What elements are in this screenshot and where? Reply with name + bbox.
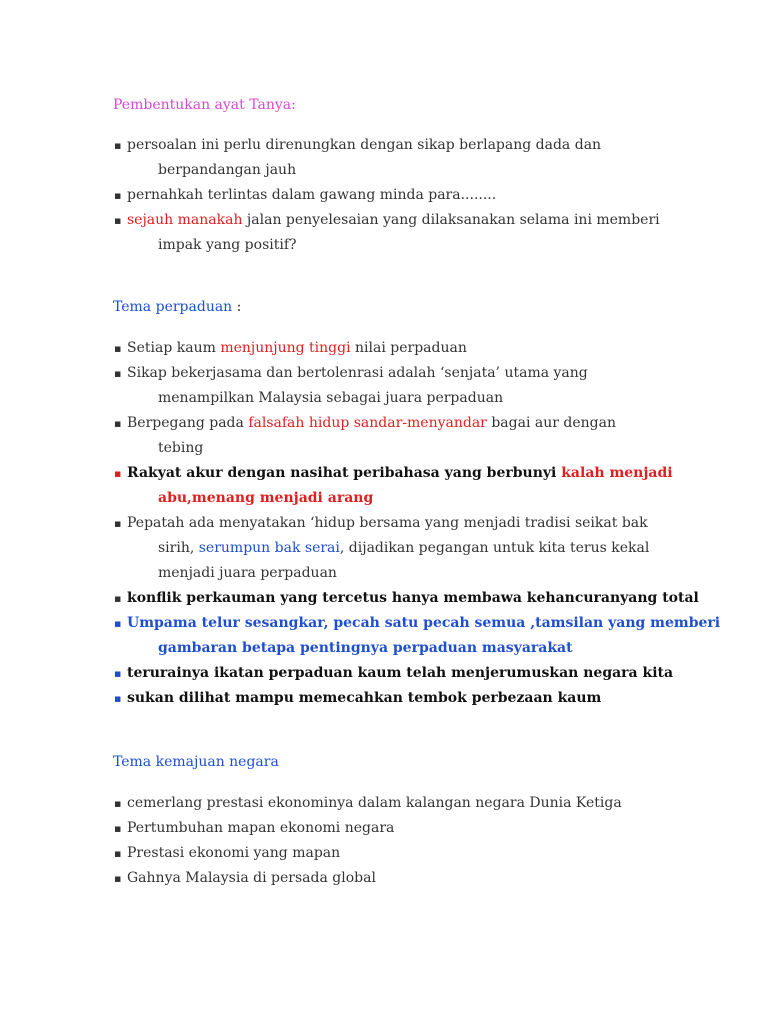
- item-text: pernahkah terlintas dalam gawang minda para........: [127, 187, 497, 203]
- item-text: Gahnya Malaysia di persada global: [127, 870, 376, 886]
- bullet-icon: ▪: [114, 214, 122, 227]
- section-heading-ayat-tanya: Pembentukan ayat Tanya:: [113, 97, 296, 113]
- list-tema-kemajuan-negara: [0, 791, 667, 891]
- item-text-continued: menampilkan Malaysia sebagai juara perpaduan: [158, 390, 504, 406]
- list-item: [0, 336, 667, 361]
- heading-colon: :: [232, 299, 242, 315]
- item-text: sukan dilihat mampu memecahkan tembok perbezaan kaum: [127, 690, 602, 706]
- item-text: [127, 411, 667, 436]
- bullet-icon: ▪: [114, 342, 122, 355]
- item-text: Pertumbuhan mapan ekonomi negara: [127, 820, 395, 836]
- item-text-continued: [127, 536, 667, 561]
- bullet-icon: ▪: [114, 417, 122, 430]
- list-item: [0, 791, 667, 816]
- item-text-pre: Berpegang pada: [127, 415, 249, 431]
- list-item: [0, 361, 667, 411]
- item-text-continued: tebing: [158, 440, 204, 456]
- item-text-post: bagai aur dengan: [486, 415, 616, 431]
- bullet-icon: ▪: [114, 367, 122, 380]
- list-item: [0, 841, 667, 866]
- item-text-continued: berpandangan jauh: [158, 162, 297, 178]
- item-text: persoalan ini perlu direnungkan dengan sikap berlapang dada dan: [127, 137, 602, 153]
- item-text: terurainya ikatan perpaduan kaum telah menjerumuskan negara kita: [127, 665, 674, 681]
- list-item: [0, 866, 667, 891]
- highlight-text: serumpun bak serai: [198, 540, 340, 556]
- item-text: Prestasi ekonomi yang mapan: [127, 845, 341, 861]
- heading-text: Tema perpaduan: [113, 299, 233, 315]
- item-text-post: nilai perpaduan: [350, 340, 467, 356]
- bullet-icon: ▪: [114, 517, 122, 530]
- list-item: [0, 686, 667, 711]
- item-text: Umpama telur sesangkar, pecah satu pecah semua ,tamsilan yang memberi: [127, 615, 721, 631]
- list-item: [0, 511, 667, 586]
- highlight-text: sejauh manakah: [127, 212, 243, 228]
- list-item: [0, 661, 674, 686]
- item-text: [127, 461, 673, 486]
- item-text: [127, 208, 667, 233]
- list-item: [0, 461, 673, 511]
- bullet-icon: ▪: [114, 797, 122, 810]
- item-text-pre: Rakyat akur dengan nasihat peribahasa yang berbunyi: [127, 465, 562, 481]
- bullet-icon: ▪: [114, 592, 122, 605]
- list-item: [0, 611, 721, 661]
- item-text: Pepatah ada menyatakan ‘hidup bersama yang menjadi tradisi seikat bak: [127, 515, 648, 531]
- highlight-text: kalah menjadi: [561, 465, 673, 481]
- item-text: konflik perkauman yang tercetus hanya membawa kehancuranyang total: [127, 590, 699, 606]
- item-text-continued: impak yang positif?: [158, 237, 297, 253]
- list-item: [0, 183, 667, 208]
- item-text-pre: Setiap kaum: [127, 340, 221, 356]
- bullet-icon: ▪: [114, 139, 122, 152]
- bullet-icon: ▪: [114, 847, 122, 860]
- bullet-icon: ▪: [114, 872, 122, 885]
- bullet-icon: ▪: [114, 189, 122, 202]
- list-item: [0, 816, 667, 841]
- item-text: [127, 336, 667, 361]
- item-text-pre: sirih,: [158, 540, 199, 556]
- bullet-icon: ▪: [114, 667, 122, 680]
- item-text: Sikap bekerjasama dan bertolenrasi adalah ‘senjata’ utama yang: [127, 365, 588, 381]
- item-text-continued: menjadi juara perpaduan: [158, 565, 337, 581]
- list-item: [0, 133, 667, 183]
- list-tema-perpaduan: [0, 336, 721, 711]
- highlight-text: falsafah hidup sandar-menyandar: [248, 415, 487, 431]
- list-ayat-tanya: [0, 133, 667, 258]
- list-item: [0, 208, 667, 258]
- list-item: [0, 411, 667, 461]
- item-text: cemerlang prestasi ekonominya dalam kalangan negara Dunia Ketiga: [127, 795, 622, 811]
- item-text-post: , dijadikan pegangan untuk kita terus kekal: [339, 540, 650, 556]
- section-heading-tema-perpaduan: [113, 297, 241, 317]
- highlight-text: menjunjung tinggi: [220, 340, 351, 356]
- bullet-icon: ▪: [114, 467, 122, 480]
- bullet-icon: ▪: [114, 692, 122, 705]
- bullet-icon: ▪: [114, 617, 122, 630]
- section-heading-tema-kemajuan-negara: Tema kemajuan negara: [113, 754, 279, 770]
- item-text-continued: gambaran betapa pentingnya perpaduan masyarakat: [158, 640, 573, 656]
- bullet-icon: ▪: [114, 822, 122, 835]
- item-text-rest: jalan penyelesaian yang dilaksanakan selama ini memberi: [242, 212, 660, 228]
- item-text-continued: abu,menang menjadi arang: [158, 490, 374, 506]
- list-item: [0, 586, 699, 611]
